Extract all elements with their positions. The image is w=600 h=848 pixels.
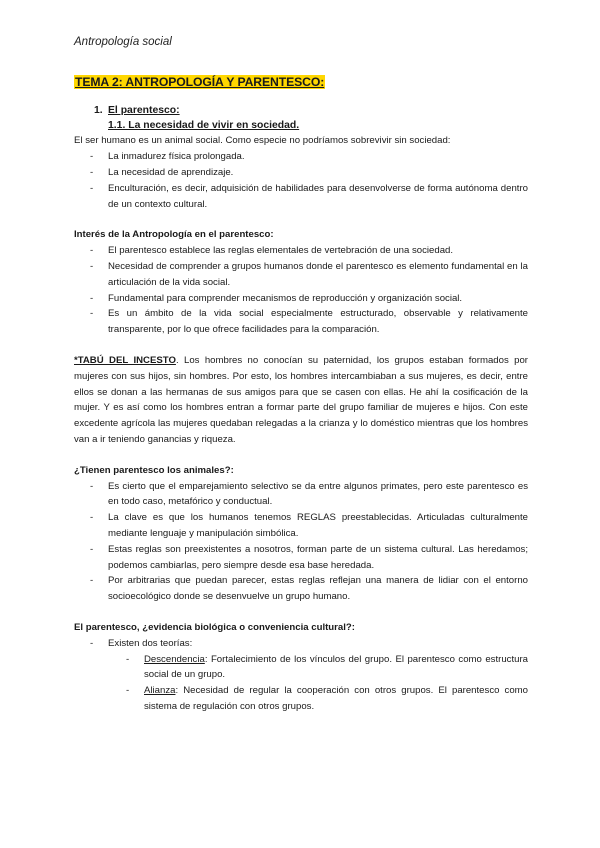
page-title: TEMA 2: ANTROPOLOGÍA Y PARENTESCO: (75, 75, 325, 89)
list-item: - Existen dos teorías: (74, 636, 528, 652)
term-descendencia: Descendencia (144, 653, 205, 665)
animales-heading: ¿Tienen parentesco los animales?: (74, 464, 234, 476)
tabu-label: *TABÚ DEL INCESTO (74, 354, 176, 366)
title-block (74, 75, 528, 92)
needs-list (74, 149, 528, 212)
list-item: - Necesidad de comprender a grupos humanos donde el parentesco es elemento fundamental en la articulación de la vida social. (74, 259, 528, 291)
evidencia-list (74, 636, 528, 652)
list-item: - La clave es que los humanos tenemos REGLAS preestablecidas. Articuladas culturalmente mediante lenguaje y manipulación simbólica. (74, 510, 528, 542)
list-item: - Fundamental para comprender mecanismos de reproducción y organización social. (74, 291, 528, 307)
intro-paragraph: El ser humano es un animal social. Como especie no podríamos sobrevivir sin sociedad: (74, 135, 451, 147)
list-item (74, 652, 528, 684)
term-alianza: Alianza (144, 685, 176, 697)
list-item: - Es un ámbito de la vida social especialmente estructurado, observable y relativamente transparente, por lo que ofrece facilidades para la comparación. (74, 306, 528, 338)
subsection-heading: 1.1. La necesidad de vivir en sociedad. (108, 119, 300, 131)
teorias-list (74, 652, 528, 715)
evidencia-heading: El parentesco, ¿evidencia biológica o conveniencia cultural?: (74, 621, 355, 633)
document-body (74, 75, 528, 715)
interes-heading: Interés de la Antropología en el parentesco: (74, 229, 274, 241)
list-item: - Es cierto que el emparejamiento selectivo se da entre algunos primates, pero este parentesco es en todo caso, metafórico y conductual. (74, 479, 528, 511)
list-item: - El parentesco establece las reglas elementales de vertebración de una sociedad. (74, 243, 528, 259)
tabu-text: . Los hombres no conocían su paternidad, los grupos estaban formados por mujeres con sus hijos, sin hombres. Por esto, los hombres intercambiaban a sus mujeres, es decir, entre ellos se donan a las hermanas de sus amigos para que se casen con ellas. He ahí la cosificación de la mujer. Y es así como los hombres entran a formar parte del grupo familiar de mujeres e hijos. Con este excedente agrícola las mujeres quedaban relegadas a la crianza y lo doméstico mientras que los hombres van a ir teniendo ganancias y riqueza. (74, 354, 529, 445)
section-heading (74, 103, 528, 119)
interes-list (74, 243, 528, 338)
list-item (74, 683, 528, 715)
list-item: - Por arbitrarias que puedan parecer, estas reglas reflejan una manera de lidiar con el entorno socioecológico donde se desenvuelve un grupo humano. (74, 573, 528, 605)
term-descendencia-text: : Fortalecimiento de los vínculos del grupo. El parentesco como estructura social de un grupo. (144, 653, 528, 681)
animales-list (74, 479, 528, 605)
tabu-paragraph (74, 353, 528, 448)
list-item: - La inmadurez física prolongada. (74, 149, 528, 165)
section-title: El parentesco: (108, 104, 180, 116)
list-item: - Enculturación, es decir, adquisición de habilidades para desenvolverse de forma autónoma dentro de un contexto cultural. (74, 181, 528, 213)
section-number: 1. (94, 104, 103, 116)
list-item: - Estas reglas son preexistentes a nosotros, forman parte de un sistema cultural. Las heredamos; podemos cambiarlas, pero siempre desde esa base heredada. (74, 542, 528, 574)
list-item: - La necesidad de aprendizaje. (74, 165, 528, 181)
document-header: Antropología social (74, 36, 172, 48)
term-alianza-text: : Necesidad de regular la cooperación con otros grupos. El parentesco como sistema de regulación con otros grupos. (144, 685, 528, 712)
